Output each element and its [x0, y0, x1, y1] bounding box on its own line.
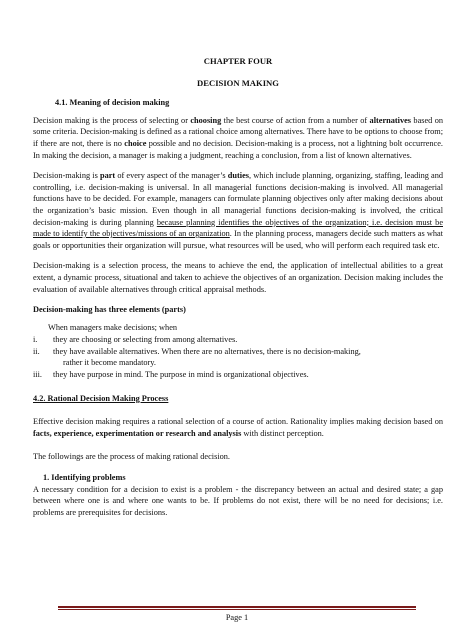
list-text-continuation: rather it become mandatory. [63, 358, 156, 368]
list-text: they have purpose in mind. The purpose in mind is organizational objectives. [53, 370, 309, 380]
page-number: Page 1 [225, 613, 249, 622]
bold-run: alternatives [369, 115, 412, 125]
list-text: they are choosing or selecting from among alternatives. [53, 335, 238, 345]
list-number: iii. [33, 370, 42, 380]
text-run: Decision-making is [33, 171, 100, 181]
text-run: . In the planning process, managers decide such matters as what goals or opportunities their organization will pursue, what resources will be used, who will perform each required task etc. [33, 229, 443, 250]
bold-run: duties [227, 171, 249, 181]
bold-run: choice [124, 138, 147, 148]
footer-rule-thin [58, 609, 416, 610]
page-content [33, 50, 443, 518]
footer-rule [58, 606, 416, 608]
text-run: , which include planning, organizing, staffing, leading and controlling, i.e. decision-making is universal. In all managerial functions decision-making is involved. All managerial functions have to be decided. For example, managers can formulate planning objectives only after making decisions about the organization’s basic mission. Even though in all managerial functions decision-making is involved, the critical decision-making is during planning [33, 171, 443, 227]
list-item [33, 369, 443, 381]
paragraph-universal [33, 170, 443, 251]
text-run: Decision making is the process of selecting or [33, 115, 191, 125]
step-heading-identifying-problems: 1. Identifying problems [43, 473, 126, 483]
text-run: of every aspect of the manager’s [115, 171, 228, 181]
list-number: ii. [33, 346, 40, 356]
bold-run: part [99, 171, 116, 181]
underlined-run: because planning identifies the objectives of the organization; i.e. decision must be made to identify the objectives/missions of an organization [33, 217, 443, 239]
section-heading-4-2: 4.2. Rational Decision Making Process [33, 393, 169, 403]
bold-run: choosing [190, 115, 222, 125]
paragraph-effective-decision [33, 416, 443, 439]
chapter-subtitle: DECISION MAKING [197, 77, 279, 88]
text-run: Effective decision making requires a rational selection of a course of action. Rationality implies making decision based on [33, 417, 443, 427]
chapter-title: CHAPTER FOUR [203, 56, 273, 66]
bold-run: facts, experience, experimentation or research and analysis [33, 428, 242, 438]
list-item [33, 346, 443, 369]
paragraph-followings: The followings are the process of making rational decision. [33, 452, 230, 462]
elements-heading: Decision-making has three elements (parts) [33, 305, 186, 315]
text-run: with distinct perception. [241, 428, 324, 438]
list-number: i. [33, 335, 38, 345]
text-run: the best course of action from a number of [221, 115, 370, 125]
paragraph-selection-process: Decision-making is a selection process, the means to achieve the end, the application of intellectual abilities to a great extent, a dynamic process, situational and taken to achieve the objectives of an organization. Decision making includes the evaluation of available alternatives through critical appraisal methods. [33, 261, 443, 294]
section-heading-4-1: 4.1. Meaning of decision making [55, 98, 170, 108]
text-run: possible and no decision. Decision-making is a process, not a lightning bolt occurrence. In making the decision, a manager is making a judgment, reaching a conclusion, from a list of known alternatives. [33, 138, 443, 160]
paragraph-identifying-problems: A necessary condition for a decision to exist is a problem - the discrepancy between an actual and desired state; a gap between where one is and where one wants to be. If problems do not exist, there will be no need for decisions; i.e. problems are prerequisites for decisions. [33, 484, 443, 517]
elements-list [33, 334, 443, 380]
list-item [33, 334, 443, 346]
elements-intro: When managers make decisions; when [48, 322, 178, 332]
text-run: based on some criteria. Decision-making is defined as a rational choice among alternatives. There have to be options to choose from; if there are not, there is no [33, 115, 443, 148]
paragraph-meaning [33, 115, 443, 161]
list-text: they have available alternatives. When there are no alternatives, there is no decision-making, [53, 346, 361, 356]
